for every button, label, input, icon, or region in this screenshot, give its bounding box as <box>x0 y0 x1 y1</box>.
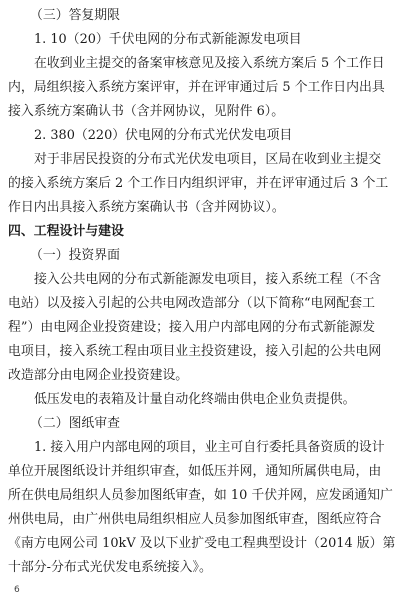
paragraph-line: 接入系统方案确认书（含并网协议，见附件 6）。 <box>8 104 285 119</box>
subheading-reply-deadline: （三）答复期限 <box>30 8 121 23</box>
paragraph-line: 1. 10（20）千伏电网的分布式新能源发电项目 <box>34 32 302 47</box>
paragraph-line: 接入公共电网的分布式新能源发电项目，接入系统工程（不含 <box>34 272 382 287</box>
paragraph-line: 作日内出具接入系统方案确认书（含并网协议）。 <box>8 200 285 215</box>
paragraph-line: 所在供电局组织人员参加图纸审查，如 10 千伏并网，应发函通知广 <box>8 488 393 503</box>
paragraph-line: 2. 380（220）伏电网的分布式光伏发电项目 <box>34 128 293 143</box>
paragraph-line: 程”）由电网企业投资建设；接入用户内部电网的分布式新能源发 <box>8 320 375 335</box>
paragraph-line: 州供电局，由广州供电局组织相应人员参加图纸审查，图纸应符合 <box>8 512 382 527</box>
paragraph-line: 的接入系统方案后 2 个工作日内组织评审，并在评审通过后 3 个工 <box>8 176 389 191</box>
section-heading-design-construction: 四、工程设计与建设 <box>8 224 124 239</box>
paragraph-line: 十部分-分布式光伏发电系统接入》。 <box>8 560 212 575</box>
subheading-drawing-review: （二）图纸审查 <box>30 416 121 431</box>
paragraph-line: 1. 接入用户内部电网的项目，业主可自行委托具备资质的设计 <box>34 440 385 455</box>
paragraph-line: 《南方电网公司 10kV 及以下业扩受电工程典型设计（2014 版）第 <box>8 536 396 551</box>
paragraph-line: 改造部分由电网企业投资建设。 <box>8 368 189 383</box>
paragraph-line: 电项目，接入系统工程由项目业主投资建设，接入引起的公共电网 <box>8 344 382 359</box>
paragraph-line: 电站）以及接入引起的公共电网改造部分（以下简称“电网配套工 <box>8 296 375 311</box>
paragraph-line: 低压发电的表箱及计量自动化终端由供电企业负责提供。 <box>34 392 356 407</box>
paragraph-line: 内，局组织接入系统方案评审，并在评审通过后 5 个工作日内出具 <box>8 80 385 95</box>
paragraph-line: 单位开展图纸设计并组织审查，如低压并网，通知所属供电局，由 <box>8 464 382 479</box>
subheading-investment-interface: （一）投资界面 <box>30 248 121 263</box>
paragraph-line: 对于非居民投资的分布式光伏发电项目，区局在收到业主提交 <box>34 152 382 167</box>
paragraph-line: 在收到业主提交的备案审核意见及接入系统方案后 5 个工作日 <box>34 56 385 71</box>
page-number: 6 <box>14 585 20 595</box>
